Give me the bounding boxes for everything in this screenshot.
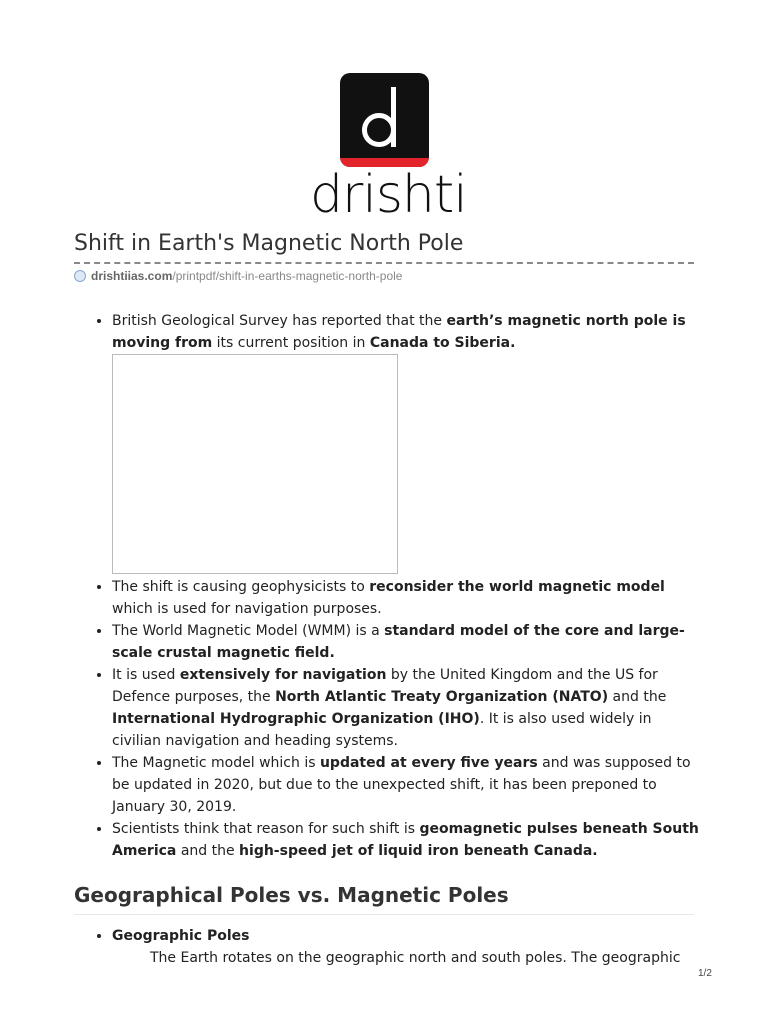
- page-title: Shift in Earth's Magnetic North Pole: [74, 231, 464, 256]
- image-placeholder: [112, 354, 398, 574]
- bold-text: North Atlantic Treaty Organization (NATO): [275, 689, 609, 705]
- bullet-list: [74, 310, 704, 862]
- bullet-item: [112, 310, 704, 574]
- text: by the United Kingdom and the US for Defence purposes, the: [112, 667, 658, 705]
- bullet-item: [112, 576, 704, 620]
- bold-text: Canada to Siberia.: [369, 335, 516, 351]
- logo-mark: [340, 73, 429, 167]
- text: It is used: [112, 667, 180, 683]
- title-divider: [74, 262, 694, 264]
- source-link[interactable]: [74, 269, 402, 283]
- bullet-item: [112, 818, 704, 862]
- text: The Magnetic model which is: [112, 755, 320, 771]
- section2-list: [74, 925, 704, 947]
- section-heading: Geographical Poles vs. Magnetic Poles: [74, 884, 694, 915]
- text: The shift is causing geophysicists to: [112, 579, 370, 595]
- bold-text: extensively for navigation: [179, 667, 387, 683]
- page-number: 1/2: [698, 968, 712, 979]
- bold-text: earth’s magnetic north pole is moving from: [112, 313, 686, 351]
- list-item: [112, 925, 704, 947]
- bold-text: high-speed jet of liquid iron beneath Canada.: [239, 843, 598, 859]
- bullet-item: [112, 620, 704, 664]
- bullet-item: [112, 752, 704, 818]
- text: The World Magnetic Model (WMM) is a: [112, 623, 385, 639]
- item-text: The Earth rotates on the geographic north and south poles. The geographic: [150, 950, 681, 966]
- text: and was supposed to be updated in 2020, but due to the unexpected shift, it has been preponed to January 30, 2019.: [112, 755, 691, 815]
- bold-text: standard model of the core and large-scale crustal magnetic field.: [112, 623, 685, 661]
- text: Scientists think that reason for such shift is: [112, 821, 420, 837]
- bullet-item: [112, 664, 704, 752]
- source-domain[interactable]: drishtiias.com: [91, 269, 173, 283]
- bold-text: updated at every five years: [319, 755, 538, 771]
- text: which is used for navigation purposes.: [112, 601, 382, 617]
- text: and the: [176, 843, 240, 859]
- logo-wordmark: drishti: [310, 165, 467, 225]
- text: . It is also used widely in civilian navigation and heading systems.: [112, 711, 652, 749]
- bold-text: geomagnetic pulses beneath South America: [112, 821, 699, 859]
- item-title: Geographic Poles: [112, 928, 250, 944]
- source-path[interactable]: /printpdf/shift-in-earths-magnetic-north-pole: [172, 269, 403, 283]
- bold-text: reconsider the world magnetic model: [369, 579, 665, 595]
- text: its current position in: [212, 335, 370, 351]
- bold-text: International Hydrographic Organization (IHO): [112, 711, 480, 727]
- text: and the: [608, 689, 667, 705]
- text: British Geological Survey has reported that the: [112, 313, 447, 329]
- globe-icon: [74, 270, 86, 282]
- article-body: [74, 310, 704, 969]
